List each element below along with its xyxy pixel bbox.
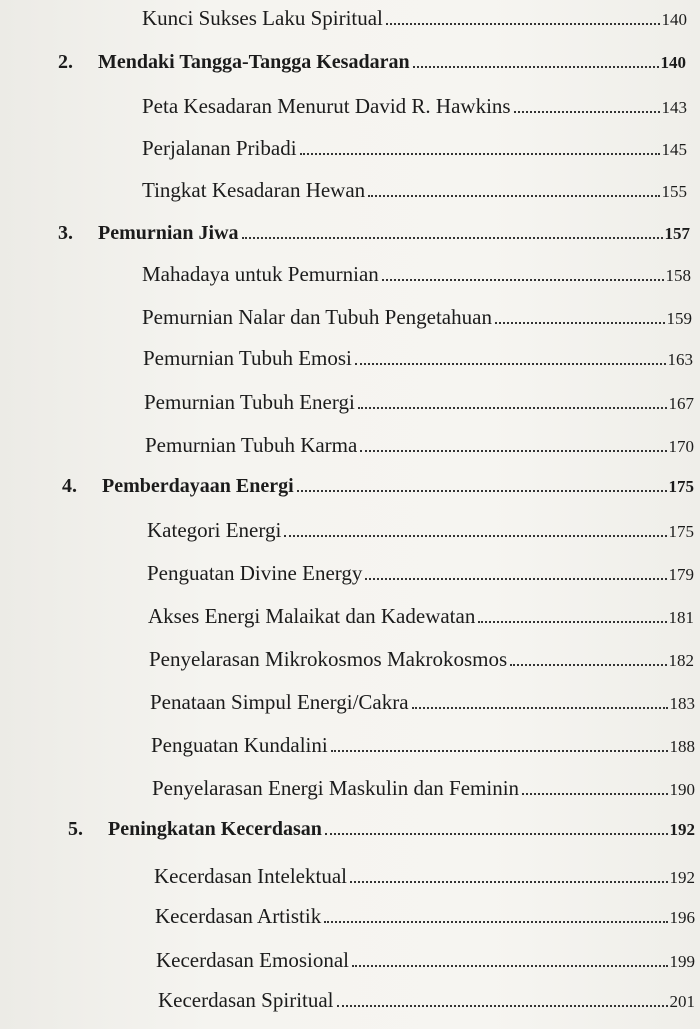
toc-entry xyxy=(144,390,694,415)
chapter-number: 3. xyxy=(58,222,73,244)
chapter-title: Mendaki Tangga-Tangga Kesadaran xyxy=(98,51,410,73)
dot-leader xyxy=(300,152,660,155)
entry-title: Pemurnian Tubuh Emosi xyxy=(143,346,352,370)
dot-leader xyxy=(382,278,664,281)
page-number: 167 xyxy=(668,394,694,413)
dot-leader xyxy=(331,749,668,752)
entry-title: Pemurnian Tubuh Energi xyxy=(144,390,355,414)
entry-title: Pemurnian Tubuh Karma xyxy=(145,433,358,457)
page-number: 192 xyxy=(669,868,695,887)
chapter-number: 5. xyxy=(68,818,83,840)
entry-title: Kecerdasan Artistik xyxy=(155,904,322,928)
page-number: 182 xyxy=(668,651,694,670)
entry-title: Kecerdasan Spiritual xyxy=(158,988,334,1012)
page-number: 145 xyxy=(661,140,687,159)
page-number: 179 xyxy=(668,565,694,584)
dot-leader xyxy=(324,920,667,923)
page-number: 159 xyxy=(666,309,692,328)
page-number: 143 xyxy=(661,98,687,117)
toc-entry xyxy=(142,6,687,31)
chapter-title: Pemurnian Jiwa xyxy=(98,222,239,244)
entry-title: Mahadaya untuk Pemurnian xyxy=(142,262,379,286)
toc-entry xyxy=(142,136,687,161)
dot-leader xyxy=(350,880,668,883)
dot-leader xyxy=(355,362,666,365)
toc-entry xyxy=(152,776,695,801)
dot-leader xyxy=(510,663,666,666)
toc-entry xyxy=(158,988,695,1013)
toc-entry xyxy=(142,305,692,330)
toc-entry xyxy=(142,178,687,203)
page-number: 199 xyxy=(669,952,695,971)
page-number: 175 xyxy=(668,522,694,541)
page-number: 155 xyxy=(661,182,687,201)
entry-title: Kecerdasan Intelektual xyxy=(154,864,347,888)
page-number: 196 xyxy=(669,908,695,927)
page-number: 190 xyxy=(669,780,695,799)
page-number: 158 xyxy=(665,266,691,285)
toc-chapter xyxy=(68,818,695,841)
dot-leader xyxy=(242,236,663,239)
page-number: 140 xyxy=(660,53,686,72)
toc-entry xyxy=(154,864,695,889)
dot-leader xyxy=(325,832,668,835)
chapter-number: 4. xyxy=(62,475,77,497)
entry-title: Perjalanan Pribadi xyxy=(142,136,297,160)
toc-entry xyxy=(149,647,694,672)
entry-title: Akses Energi Malaikat dan Kadewatan xyxy=(148,604,476,628)
page-number: 183 xyxy=(669,694,695,713)
entry-title: Peta Kesadaran Menurut David R. Hawkins xyxy=(142,94,511,118)
page-number: 181 xyxy=(668,608,694,627)
toc-entry xyxy=(148,604,694,629)
entry-title: Kategori Energi xyxy=(147,518,282,542)
dot-leader xyxy=(337,1004,668,1007)
dot-leader xyxy=(478,620,666,623)
entry-title: Penguatan Divine Energy xyxy=(147,561,363,585)
page-number: 157 xyxy=(664,224,690,243)
dot-leader xyxy=(495,321,665,324)
page-number: 201 xyxy=(669,992,695,1011)
toc-entry xyxy=(143,346,693,371)
dot-leader xyxy=(297,489,667,492)
dot-leader xyxy=(522,792,667,795)
entry-title: Penyelarasan Energi Maskulin dan Feminin xyxy=(152,776,520,800)
entry-title: Penyelarasan Mikrokosmos Makrokosmos xyxy=(149,647,508,671)
toc-entry xyxy=(147,561,694,586)
page-number: 140 xyxy=(661,10,687,29)
page-number: 163 xyxy=(667,350,693,369)
dot-leader xyxy=(358,406,667,409)
entry-title: Kecerdasan Emosional xyxy=(156,948,350,972)
chapter-number: 2. xyxy=(58,51,73,73)
dot-leader xyxy=(360,449,666,452)
toc-entry xyxy=(156,948,695,973)
entry-title: Kunci Sukses Laku Spiritual xyxy=(142,6,383,30)
entry-title: Tingkat Kesadaran Hewan xyxy=(142,178,366,202)
dot-leader xyxy=(412,706,668,709)
dot-leader xyxy=(386,22,660,25)
page-number: 170 xyxy=(668,437,694,456)
toc-entry xyxy=(142,262,691,287)
dot-leader xyxy=(514,110,660,113)
entry-title: Pemurnian Nalar dan Tubuh Pengetahuan xyxy=(142,305,492,329)
entry-title: Penguatan Kundalini xyxy=(151,733,328,757)
page-number: 175 xyxy=(668,477,694,496)
toc-chapter xyxy=(58,51,686,74)
toc-chapter xyxy=(58,222,690,245)
toc-entry xyxy=(155,904,695,929)
toc-entry xyxy=(145,433,694,458)
toc-entry xyxy=(151,733,695,758)
entry-title: Penataan Simpul Energi/Cakra xyxy=(150,690,409,714)
chapter-title: Pemberdayaan Energi xyxy=(102,475,294,497)
page-number: 188 xyxy=(669,737,695,756)
dot-leader xyxy=(365,577,666,580)
dot-leader xyxy=(352,964,667,967)
toc-chapter xyxy=(62,475,694,498)
toc-entry xyxy=(150,690,695,715)
toc-entry xyxy=(147,518,694,543)
toc-entry xyxy=(142,94,687,119)
chapter-title: Peningkatan Kecerdasan xyxy=(108,818,322,840)
dot-leader xyxy=(284,534,666,537)
dot-leader xyxy=(413,65,659,68)
page-number: 192 xyxy=(669,820,695,839)
dot-leader xyxy=(368,194,659,197)
